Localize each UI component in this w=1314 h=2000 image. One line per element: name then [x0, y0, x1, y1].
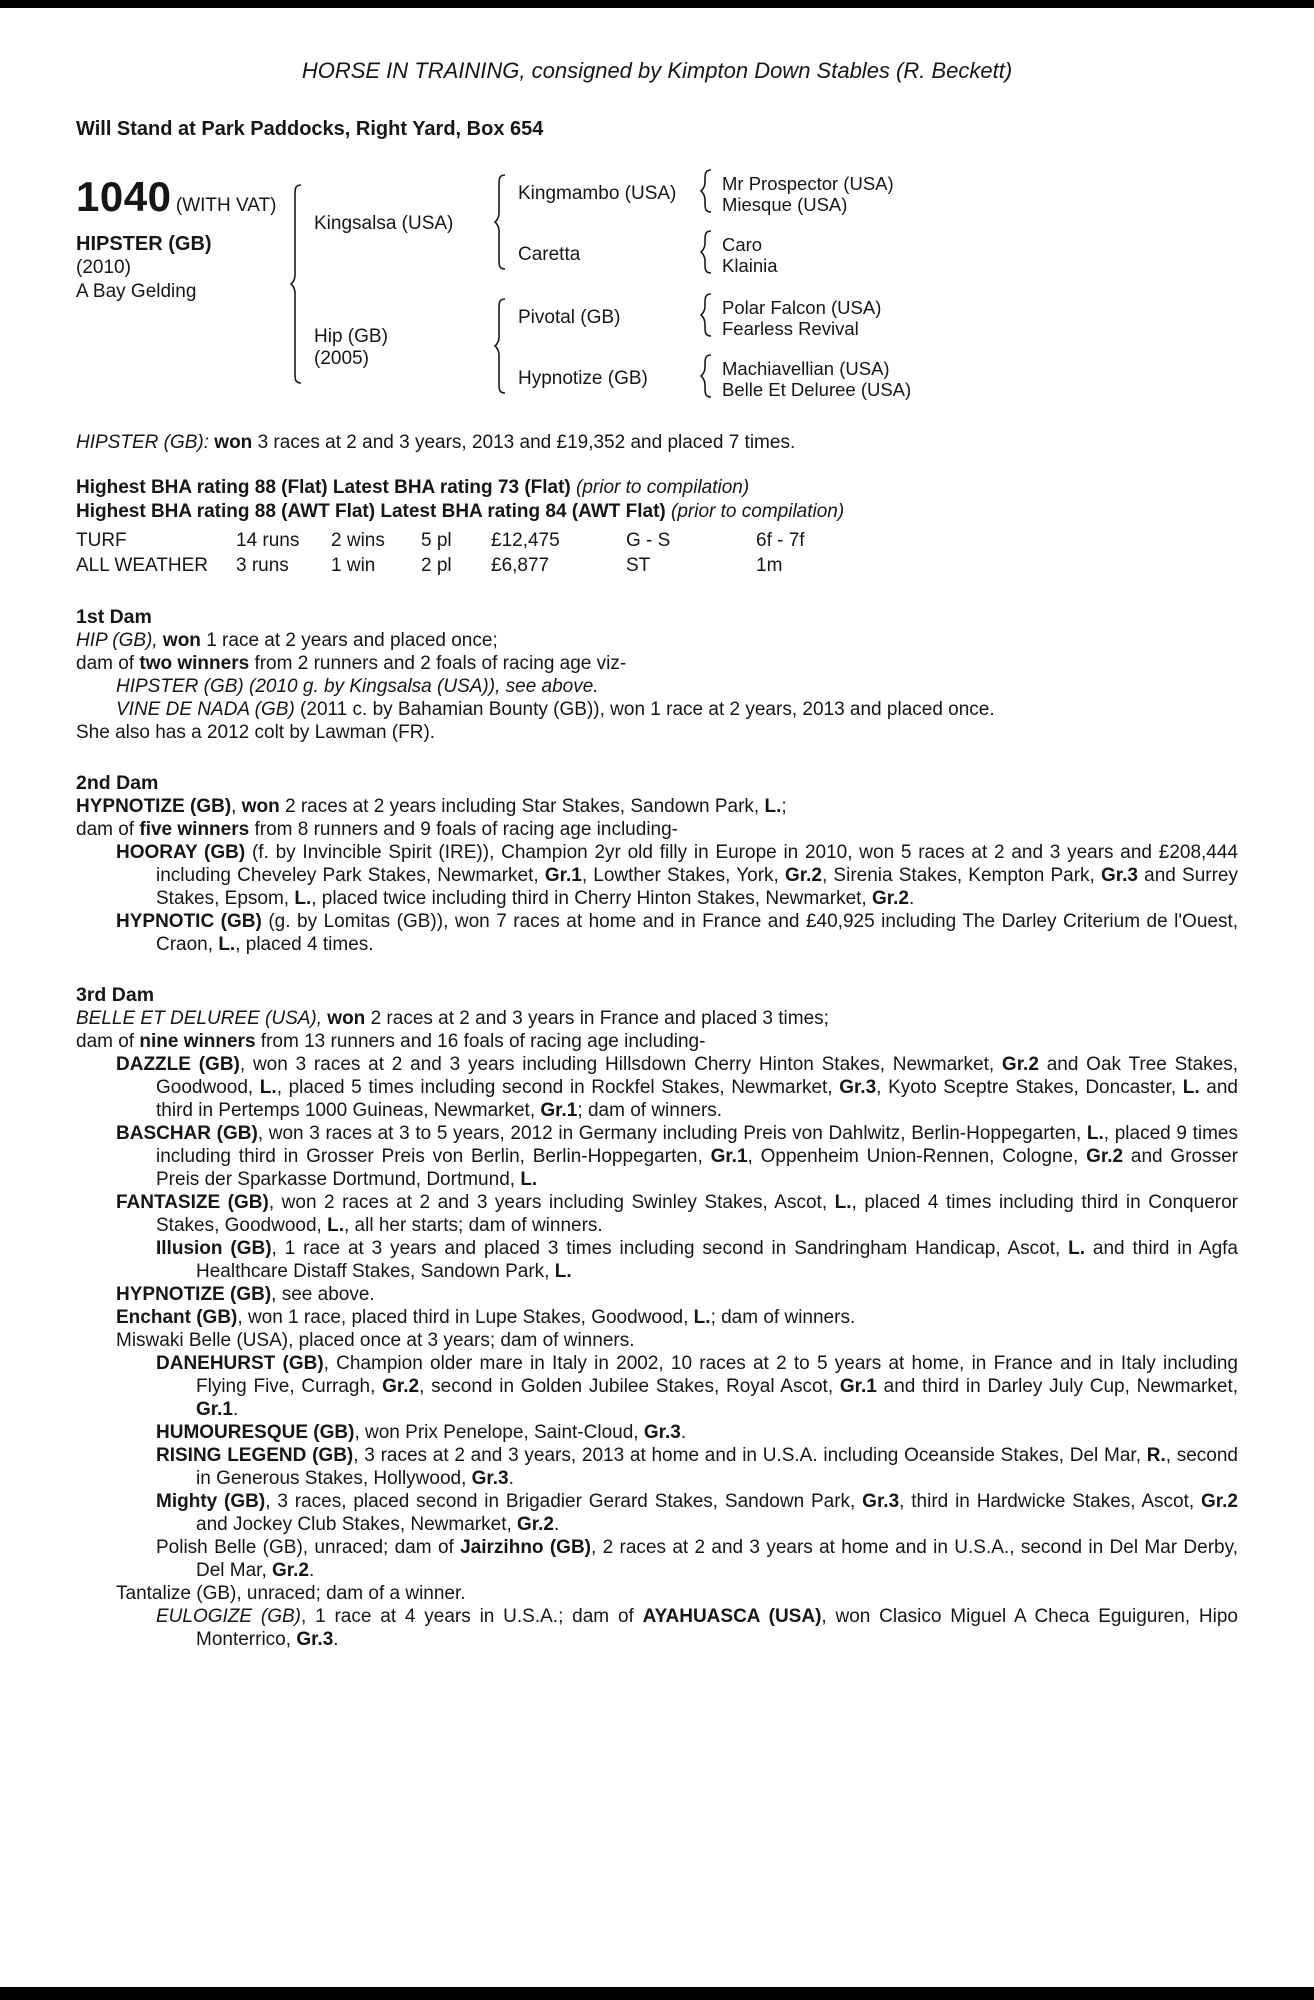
- text-segment: , won 2 races at 2 and 3 years including Swinley Stakes, Ascot,: [268, 1192, 835, 1213]
- pedigree-paragraph: [76, 1007, 1238, 1030]
- text-segment: , second in Golden Jubilee Stakes, Royal Ascot,: [419, 1376, 840, 1397]
- text-segment: , placed twice including third in Cherry Hinton Stakes, Newmarket,: [311, 888, 872, 909]
- text-segment: and Surrey Stakes, Epsom,: [156, 865, 1238, 909]
- pedigree-paragraph: [76, 1490, 1238, 1536]
- text-segment: , placed 4 times.: [235, 934, 374, 955]
- text-segment: L.: [218, 934, 236, 955]
- text-segment: HUMOURESQUE (GB): [156, 1422, 355, 1443]
- text-segment: HIPSTER (GB) (2010 g. by Kingsalsa (USA)), see above.: [116, 676, 599, 697]
- dam-dam-branch: [508, 354, 911, 403]
- dam-section-title: 3rd Dam: [76, 984, 155, 1006]
- text-segment: , won Clasico Miguel A Checa Eguiguren, Hipo Monterrico,: [196, 1606, 1238, 1650]
- dam-sire-name: Pivotal (GB): [518, 306, 621, 328]
- dam-section: [76, 772, 1238, 956]
- text-segment: , 2 races at 2 and 3 years at home and in U.S.A., second in Del Mar Derby, Del Mar,: [196, 1537, 1238, 1581]
- text-segment: and Oak Tree Stakes, Goodwood,: [156, 1054, 1238, 1098]
- text-segment: (f. by Invincible Spirit (IRE)), Champion 2yr old filly in Europe in 2010, won 5 races at 2 and 3 years and £208,444 including Cheveley Park Stakes, Newmarket,: [156, 842, 1238, 886]
- text-segment: L.: [1068, 1238, 1086, 1259]
- text-segment: 2 races at 2 years including Star Stakes, Sandown Park,: [279, 796, 765, 817]
- text-segment: , placed 9 times including third in Grosser Preis von Berlin, Berlin-Hoppegarten,: [156, 1123, 1238, 1167]
- text-segment: Gr.3: [471, 1468, 509, 1489]
- text-segment: Polish Belle (GB), unraced; dam of: [156, 1537, 461, 1558]
- pedigree-paragraph: [76, 698, 1238, 721]
- text-segment: L.: [1182, 1077, 1200, 1098]
- text-segment: won: [327, 1008, 366, 1029]
- pedigree-paragraph: [76, 1444, 1238, 1490]
- stat-cell: £12,475: [491, 530, 560, 551]
- text-segment: L.: [520, 1169, 538, 1190]
- dam-sections: [76, 606, 1238, 1651]
- vat-note: (WITH VAT): [175, 195, 277, 216]
- text-segment: , Champion older mare in Italy in 2002, 10 races at 2 to 5 years at home, in France and in Italy including Flying Five, Curragh,: [196, 1353, 1238, 1397]
- stat-cell: £6,877: [491, 555, 550, 576]
- text-segment: and Jockey Club Stakes, Newmarket,: [196, 1514, 518, 1535]
- text-segment: ; dam of winners.: [577, 1100, 723, 1121]
- pedigree-brace-icon: [288, 184, 304, 389]
- text-segment: , 3 races, placed second in Brigadier Gerard Stakes, Sandown Park,: [265, 1491, 863, 1512]
- sire-dam-name: Caretta: [518, 243, 581, 265]
- pedigree-paragraph: [76, 1421, 1238, 1444]
- text-segment: dam of: [76, 653, 140, 674]
- pedigree-paragraph: [76, 1329, 1238, 1352]
- text-segment: won: [162, 630, 201, 651]
- text-segment: RISING LEGEND (GB): [156, 1445, 354, 1466]
- stat-cell: 2 wins: [331, 530, 385, 551]
- horse-description: A Bay Gelding: [76, 281, 197, 302]
- text-segment: five winners: [139, 819, 250, 840]
- text-segment: , 3 races at 2 and 3 years, 2013 at home and in U.S.A. including Oceanside Stakes, Del Mar,: [353, 1445, 1147, 1466]
- text-segment: and third in Darley July Cup, Newmarket,: [876, 1376, 1239, 1397]
- bha-rating-line: [76, 500, 1238, 524]
- pedigree-paragraph: [76, 795, 1238, 818]
- text-segment: HIPSTER (GB):: [76, 432, 215, 453]
- dam-section: [76, 606, 1238, 744]
- text-segment: She also has a 2012 colt by Lawman (FR).: [76, 722, 436, 743]
- text-segment: won: [241, 796, 280, 817]
- sire-sire-name: Kingmambo (USA): [518, 182, 677, 204]
- pedigree-paragraph: [76, 841, 1238, 910]
- text-segment: from 13 runners and 16 foals of racing age including-: [255, 1031, 706, 1052]
- text-segment: L.: [834, 1192, 852, 1213]
- text-segment: and third in Pertemps 1000 Guineas, Newmarket,: [156, 1077, 1238, 1121]
- pedigree-paragraph: [76, 818, 1238, 841]
- stand-location: Will Stand at Park Paddocks, Right Yard, Box 654: [76, 118, 544, 140]
- text-segment: Gr.2: [1001, 1054, 1039, 1075]
- pedigree-paragraph: [76, 652, 1238, 675]
- sire-sire-branch: [508, 169, 894, 218]
- text-segment: (2011 c. by Bahamian Bounty (GB)), won 1 race at 2 years, 2013 and placed once.: [294, 699, 995, 720]
- text-segment: Tantalize (GB), unraced; dam of a winner.: [116, 1583, 466, 1604]
- text-segment: Gr.3: [862, 1491, 900, 1512]
- gp-name: Polar Falcon (USA): [722, 296, 882, 318]
- text-segment: , placed 5 times including second in Rockfel Stakes, Newmarket,: [276, 1077, 840, 1098]
- pedigree-brace-icon: [698, 293, 714, 342]
- text-segment: DANEHURST (GB): [156, 1353, 324, 1374]
- pedigree-paragraph: [76, 721, 1238, 744]
- text-segment: L.: [764, 796, 782, 817]
- gp-name: Fearless Revival: [722, 317, 859, 339]
- foaling-year: (2010): [76, 257, 131, 278]
- text-segment: Miswaki Belle (USA), placed once at 3 years; dam of winners.: [116, 1330, 635, 1351]
- text-segment: HOORAY (GB): [116, 842, 246, 863]
- text-segment: .: [908, 888, 915, 909]
- text-segment: Gr.3: [1101, 865, 1138, 886]
- sire-name: Kingsalsa (USA): [314, 213, 454, 234]
- dam-section-title: 1st Dam: [76, 606, 152, 628]
- pedigree-table: [76, 169, 1238, 403]
- text-segment: , see above.: [271, 1284, 375, 1305]
- gp-name: Belle Et Deluree (USA): [722, 378, 912, 400]
- text-segment: Mighty (GB): [156, 1491, 266, 1512]
- text-segment: EULOGIZE (GB): [156, 1606, 301, 1627]
- text-segment: BASCHAR (GB): [116, 1123, 258, 1144]
- text-segment: 1 race at 2 years and placed once;: [200, 630, 498, 651]
- text-segment: .: [333, 1629, 339, 1650]
- stat-cell: G - S: [626, 530, 671, 551]
- pedigree-paragraph: [76, 910, 1238, 956]
- pedigree-paragraph: [76, 1122, 1238, 1191]
- dam-name: [304, 326, 492, 370]
- consignor-header: HORSE IN TRAINING, consigned by Kimpton Down Stables (R. Beckett): [301, 58, 1013, 83]
- stat-cell: TURF: [76, 530, 127, 551]
- pedigree-paragraph: [76, 1582, 1238, 1605]
- text-segment: L.: [259, 1077, 277, 1098]
- scan-edge-top: [0, 0, 1314, 8]
- text-segment: , 1 race at 4 years in U.S.A.; dam of: [301, 1606, 643, 1627]
- text-segment: Enchant (GB): [116, 1307, 238, 1328]
- text-segment: Gr.2: [871, 888, 909, 909]
- text-segment: DAZZLE (GB): [116, 1054, 240, 1075]
- bha-ratings: [76, 476, 1238, 524]
- gp-name: Miesque (USA): [722, 193, 848, 215]
- text-segment: AYAHUASCA (USA): [642, 1606, 822, 1627]
- text-segment: , won 3 races at 3 to 5 years, 2012 in Germany including Preis von Dahlwitz, Berlin-Hoppegarten,: [257, 1123, 1087, 1144]
- stat-cell: ST: [626, 555, 651, 576]
- pedigree-paragraph: [76, 1352, 1238, 1421]
- text-segment: FANTASIZE (GB): [116, 1192, 269, 1213]
- bha-rating-line: [76, 476, 1238, 500]
- text-segment: , all her starts; dam of winners.: [344, 1215, 603, 1236]
- text-segment: Jairzihno (GB): [460, 1537, 592, 1558]
- text-segment: , Sirenia Stakes, Kempton Park,: [821, 865, 1101, 886]
- pedigree-paragraph: [76, 1283, 1238, 1306]
- text-segment: (prior to compilation): [576, 477, 750, 498]
- text-segment: , Oppenheim Union-Rennen, Cologne,: [747, 1146, 1087, 1167]
- pedigree-brace-icon: [698, 230, 714, 279]
- gp-name: Klainia: [722, 254, 778, 276]
- text-segment: Illusion (GB): [156, 1238, 272, 1259]
- text-segment: BELLE ET DELUREE (USA),: [76, 1008, 328, 1029]
- text-segment: , won 3 races at 2 and 3 years including Hillsdown Cherry Hinton Stakes, Newmarket,: [239, 1054, 1002, 1075]
- stat-cell: 2 pl: [421, 555, 452, 576]
- sire-branch: [304, 169, 911, 279]
- dam-name-line: Hip (GB): [314, 326, 388, 347]
- text-segment: won: [214, 432, 253, 453]
- text-segment: , won Prix Penelope, Saint-Cloud,: [354, 1422, 644, 1443]
- dam-section: [76, 984, 1238, 1651]
- text-segment: (g. by Lomitas (GB)), won 7 races at home and in France and £40,925 including The Darley Criterium de l'Ouest, Craon,: [156, 911, 1239, 955]
- scan-edge-bottom: [0, 1987, 1314, 2000]
- text-segment: dam of: [76, 1031, 140, 1052]
- pedigree-paragraph: [76, 1191, 1238, 1237]
- text-segment: 2 races at 2 and 3 years in France and placed 3 times;: [365, 1008, 829, 1029]
- lot-info: [76, 169, 288, 304]
- pedigree-brace-icon: [492, 174, 508, 275]
- text-segment: from 2 runners and 2 foals of racing age viz-: [249, 653, 627, 674]
- text-segment: nine winners: [139, 1031, 256, 1052]
- race-stats-table: [76, 528, 1238, 578]
- text-segment: HIP (GB),: [76, 630, 163, 651]
- text-segment: and Grosser Preis der Sparkasse Dortmund, Dortmund,: [156, 1146, 1238, 1190]
- horse-name: HIPSTER (GB): [76, 233, 212, 255]
- text-segment: Gr.2: [1201, 1491, 1238, 1512]
- text-segment: , Kyoto Sceptre Stakes, Doncaster,: [876, 1077, 1183, 1098]
- text-segment: HYPNOTIC (GB): [116, 911, 262, 932]
- pedigree-brace-icon: [698, 354, 714, 403]
- dam-branch: [304, 293, 911, 403]
- stat-cell: 14 runs: [236, 530, 300, 551]
- stat-cell: 6f - 7f: [756, 530, 805, 551]
- text-segment: Gr.3: [296, 1629, 334, 1650]
- text-segment: HYPNOTIZE (GB): [76, 796, 232, 817]
- text-segment: Gr.2: [382, 1376, 420, 1397]
- text-segment: Gr.2: [1086, 1146, 1124, 1167]
- text-segment: Gr.3: [839, 1077, 877, 1098]
- text-segment: Gr.2: [272, 1560, 310, 1581]
- text-segment: L.: [1086, 1123, 1104, 1144]
- text-segment: L.: [327, 1215, 344, 1236]
- dam-year-line: (2005): [314, 348, 369, 369]
- text-segment: , Lowther Stakes, York,: [581, 865, 785, 886]
- text-segment: two winners: [139, 653, 250, 674]
- text-segment: VINE DE NADA (GB): [116, 699, 295, 720]
- pedigree-generations: [304, 169, 911, 403]
- text-segment: HYPNOTIZE (GB): [116, 1284, 272, 1305]
- text-segment: Gr.1: [839, 1376, 877, 1397]
- pedigree-paragraph: [76, 1605, 1238, 1651]
- text-segment: .: [680, 1422, 687, 1443]
- dam-section-title: 2nd Dam: [76, 772, 159, 794]
- lot-line: [76, 173, 288, 221]
- text-segment: , 1 race at 3 years and placed 3 times including second in Sandringham Handicap, Ascot,: [271, 1238, 1069, 1259]
- text-segment: from 8 runners and 9 foals of racing age including-: [249, 819, 679, 840]
- text-segment: , third in Hardwicke Stakes, Ascot,: [899, 1491, 1202, 1512]
- text-segment: (prior to compilation): [671, 501, 845, 522]
- text-segment: R.: [1146, 1445, 1166, 1466]
- race-record: [76, 431, 1238, 454]
- text-segment: Gr.1: [710, 1146, 748, 1167]
- text-segment: L.: [294, 888, 312, 909]
- text-segment: .: [309, 1560, 315, 1581]
- text-segment: , placed 4 times including third in Conqueror Stakes, Goodwood,: [156, 1192, 1238, 1236]
- text-segment: dam of: [76, 819, 140, 840]
- text-segment: .: [554, 1514, 560, 1535]
- text-segment: , won 1 race, placed third in Lupe Stakes, Goodwood,: [237, 1307, 694, 1328]
- gp-name: Caro: [722, 233, 763, 255]
- text-segment: ;: [781, 796, 787, 817]
- pedigree-brace-icon: [492, 298, 508, 399]
- text-segment: ,: [231, 796, 242, 817]
- pedigree-paragraph: [76, 1536, 1238, 1582]
- stat-cell: 1m: [756, 555, 783, 576]
- dam-sire-branch: [508, 293, 911, 342]
- gp-name: Machiavellian (USA): [722, 357, 890, 379]
- pedigree-paragraph: [76, 629, 1238, 652]
- text-segment: Gr.3: [643, 1422, 681, 1443]
- stat-cell: 1 win: [331, 555, 376, 576]
- text-segment: .: [508, 1468, 514, 1489]
- text-segment: 3 races at 2 and 3 years, 2013 and £19,352 and placed 7 times.: [252, 432, 796, 453]
- dam-dam-name: Hypnotize (GB): [518, 367, 648, 389]
- pedigree-paragraph: [76, 1306, 1238, 1329]
- text-segment: Gr.2: [785, 865, 822, 886]
- gp-name: Mr Prospector (USA): [722, 172, 894, 194]
- text-segment: .: [232, 1399, 239, 1420]
- text-segment: , second in Generous Stakes, Hollywood,: [196, 1445, 1239, 1489]
- text-segment: Highest BHA rating 88 (Flat) Latest BHA rating 73 (Flat): [76, 477, 577, 498]
- text-segment: and third in Agfa Healthcare Distaff Stakes, Sandown Park,: [196, 1238, 1238, 1282]
- stat-cell: 3 runs: [236, 555, 289, 576]
- text-segment: Highest BHA rating 88 (AWT Flat) Latest BHA rating 84 (AWT Flat): [76, 501, 672, 522]
- text-segment: Gr.1: [540, 1100, 578, 1121]
- stat-cell: 5 pl: [421, 530, 452, 551]
- text-segment: Gr.1: [196, 1399, 233, 1420]
- pedigree-paragraph: [76, 1237, 1238, 1283]
- text-segment: ; dam of winners.: [710, 1307, 856, 1328]
- text-segment: L.: [554, 1261, 572, 1282]
- sire-dam-branch: [508, 230, 894, 279]
- lot-number: 1040: [76, 173, 172, 220]
- stat-cell: ALL WEATHER: [76, 555, 208, 576]
- pedigree-paragraph: [76, 675, 1238, 698]
- text-segment: L.: [693, 1307, 711, 1328]
- pedigree-paragraph: [76, 1053, 1238, 1122]
- text-segment: Gr.2: [517, 1514, 555, 1535]
- text-segment: Gr.1: [544, 865, 582, 886]
- pedigree-brace-icon: [698, 169, 714, 218]
- pedigree-paragraph: [76, 1030, 1238, 1053]
